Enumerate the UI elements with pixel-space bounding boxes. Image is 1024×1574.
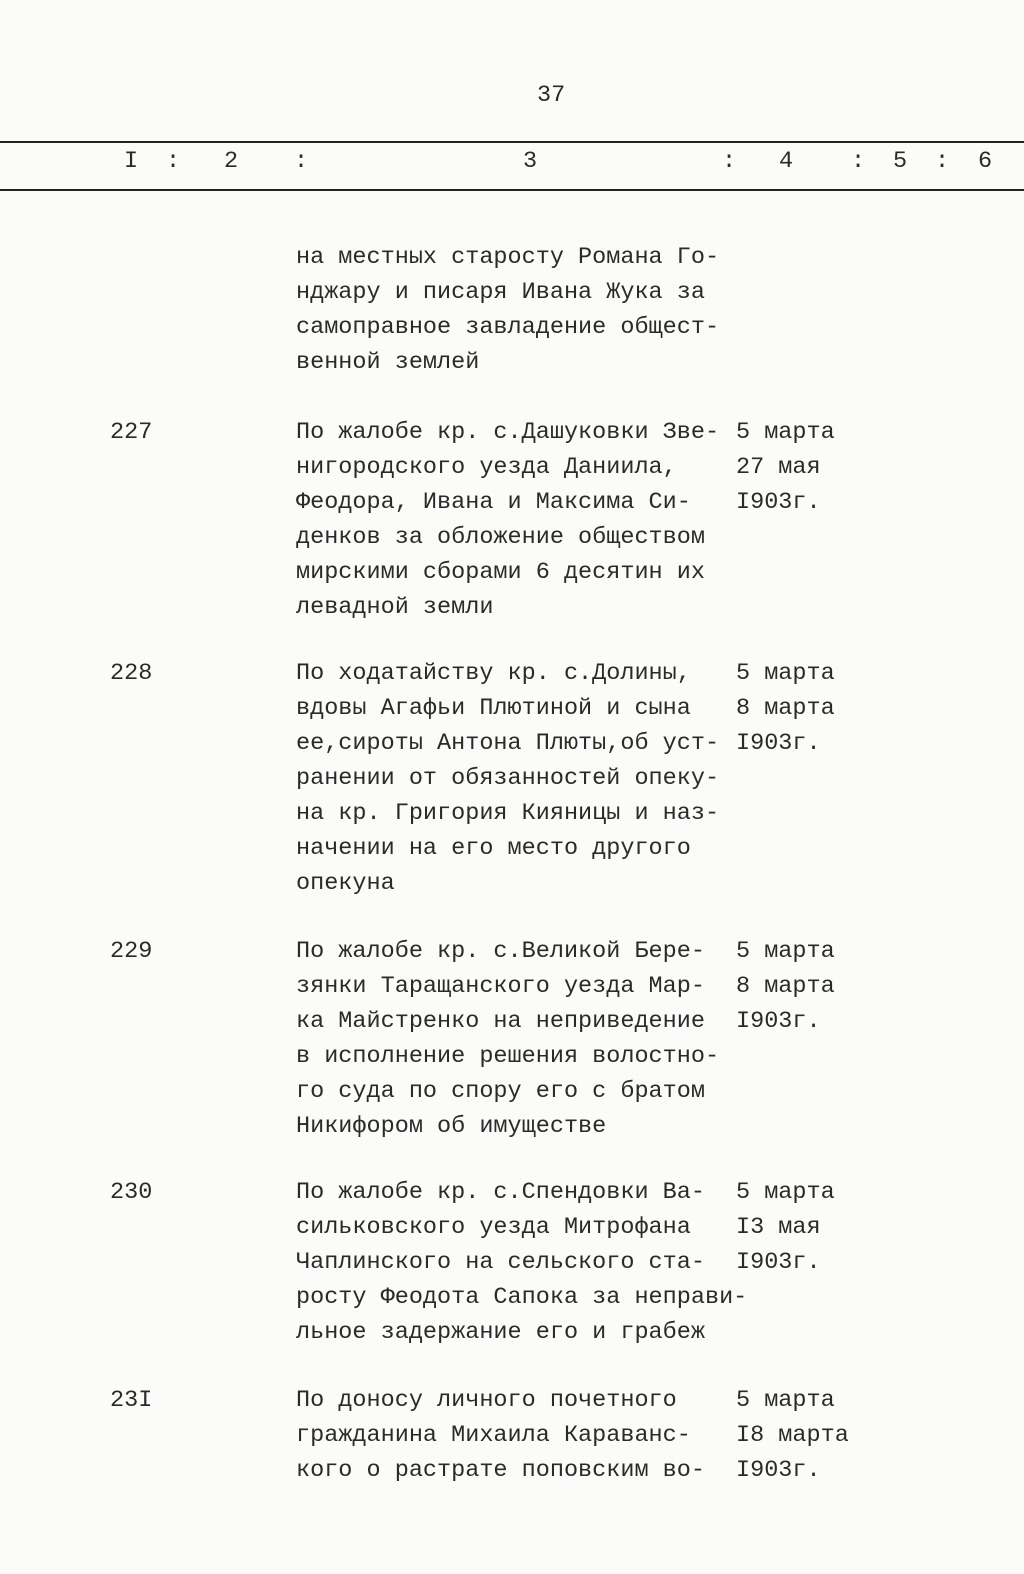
description-line: По жалобе кр. с.Спендовки Ва- (296, 1179, 705, 1206)
description-line: льное задержание его и грабеж (296, 1319, 705, 1346)
date-line: I3 мая (736, 1214, 821, 1241)
date-line: I903г. (736, 1249, 821, 1276)
entry-dates (736, 656, 835, 761)
entry-number: 230 (110, 1179, 153, 1206)
entry-description (296, 934, 719, 1144)
date-line: 5 марта (736, 419, 835, 446)
description-line: венной землей (296, 349, 480, 376)
date-line: 8 марта (736, 695, 835, 722)
entry-number: 23I (110, 1387, 153, 1414)
date-line: 5 марта (736, 660, 835, 687)
date-line: I903г. (736, 1008, 821, 1035)
date-line: I903г. (736, 489, 821, 516)
date-line: I8 марта (736, 1422, 849, 1449)
description-line: гражданина Михаила Караванс- (296, 1422, 691, 1449)
entry-number: 229 (110, 938, 153, 965)
date-line: I903г. (736, 730, 821, 757)
column-header: 6 (978, 148, 993, 175)
column-separator: : (166, 148, 181, 175)
description-line: денков за обложение обществом (296, 524, 705, 551)
description-line: кого о растрате поповским во- (296, 1457, 705, 1484)
column-separator: : (722, 148, 737, 175)
column-separator: : (935, 148, 950, 175)
date-line: 5 марта (736, 1179, 835, 1206)
entry-dates (736, 934, 835, 1039)
description-line: мирскими сборами 6 десятин их (296, 559, 705, 586)
page-number: 37 (537, 82, 566, 109)
date-line: 8 марта (736, 973, 835, 1000)
column-header: I (124, 148, 139, 175)
date-line: 5 марта (736, 938, 835, 965)
description-line: По ходатайству кр. с.Долины, (296, 660, 691, 687)
description-line: го суда по спору его с братом (296, 1078, 705, 1105)
description-line: в исполнение решения волостно- (296, 1043, 720, 1070)
entry-description (296, 1383, 705, 1488)
date-line: I903г. (736, 1457, 821, 1484)
column-separator: : (851, 148, 866, 175)
entry-dates (736, 415, 835, 520)
entry-dates (736, 1175, 835, 1280)
description-line: Феодора, Ивана и Максима Си- (296, 489, 691, 516)
description-line: ее,сироты Антона Плюты,об уст- (296, 730, 720, 757)
description-line: зянки Таращанского уезда Мар- (296, 973, 705, 1000)
entry-description (296, 415, 719, 625)
description-line: ка Майстренко на неприведение (296, 1008, 705, 1035)
description-line: самоправное завладение общест- (296, 314, 720, 341)
description-line: нджару и писаря Ивана Жука за (296, 279, 705, 306)
description-line: на местных старосту Романа Го- (296, 244, 720, 271)
description-line: опекуна (296, 870, 395, 897)
entry-dates (736, 1383, 849, 1488)
column-header: 4 (779, 148, 794, 175)
description-line: Никифором об имуществе (296, 1113, 607, 1140)
description-line: По жалобе кр. с.Дашуковки Зве- (296, 419, 720, 446)
date-line: 27 мая (736, 454, 821, 481)
description-line: начении на его место другого (296, 835, 691, 862)
entry-description (296, 240, 719, 380)
column-separator: : (294, 148, 309, 175)
header-bottom-rule (0, 189, 1024, 191)
description-line: на кр. Григория Кияницы и наз- (296, 800, 720, 827)
header-top-rule (0, 141, 1024, 143)
description-line: левадной земли (296, 594, 494, 621)
entry-number: 227 (110, 419, 153, 446)
description-line: росту Феодота Сапока за неправи- (296, 1284, 748, 1311)
description-line: нигородского уезда Даниила, (296, 454, 677, 481)
column-header: 5 (893, 148, 908, 175)
column-header: 2 (224, 148, 239, 175)
description-line: ранении от обязанностей опеку- (296, 765, 720, 792)
entry-description (296, 1175, 747, 1350)
date-line: 5 марта (736, 1387, 835, 1414)
entry-number: 228 (110, 660, 153, 687)
description-line: вдовы Агафьи Плютиной и сына (296, 695, 691, 722)
description-line: сильковского уезда Митрофана (296, 1214, 691, 1241)
column-header: 3 (523, 148, 538, 175)
description-line: По доносу личного почетного (296, 1387, 677, 1414)
description-line: Чаплинского на сельского ста- (296, 1249, 705, 1276)
entry-description (296, 656, 719, 901)
description-line: По жалобе кр. с.Великой Бере- (296, 938, 705, 965)
